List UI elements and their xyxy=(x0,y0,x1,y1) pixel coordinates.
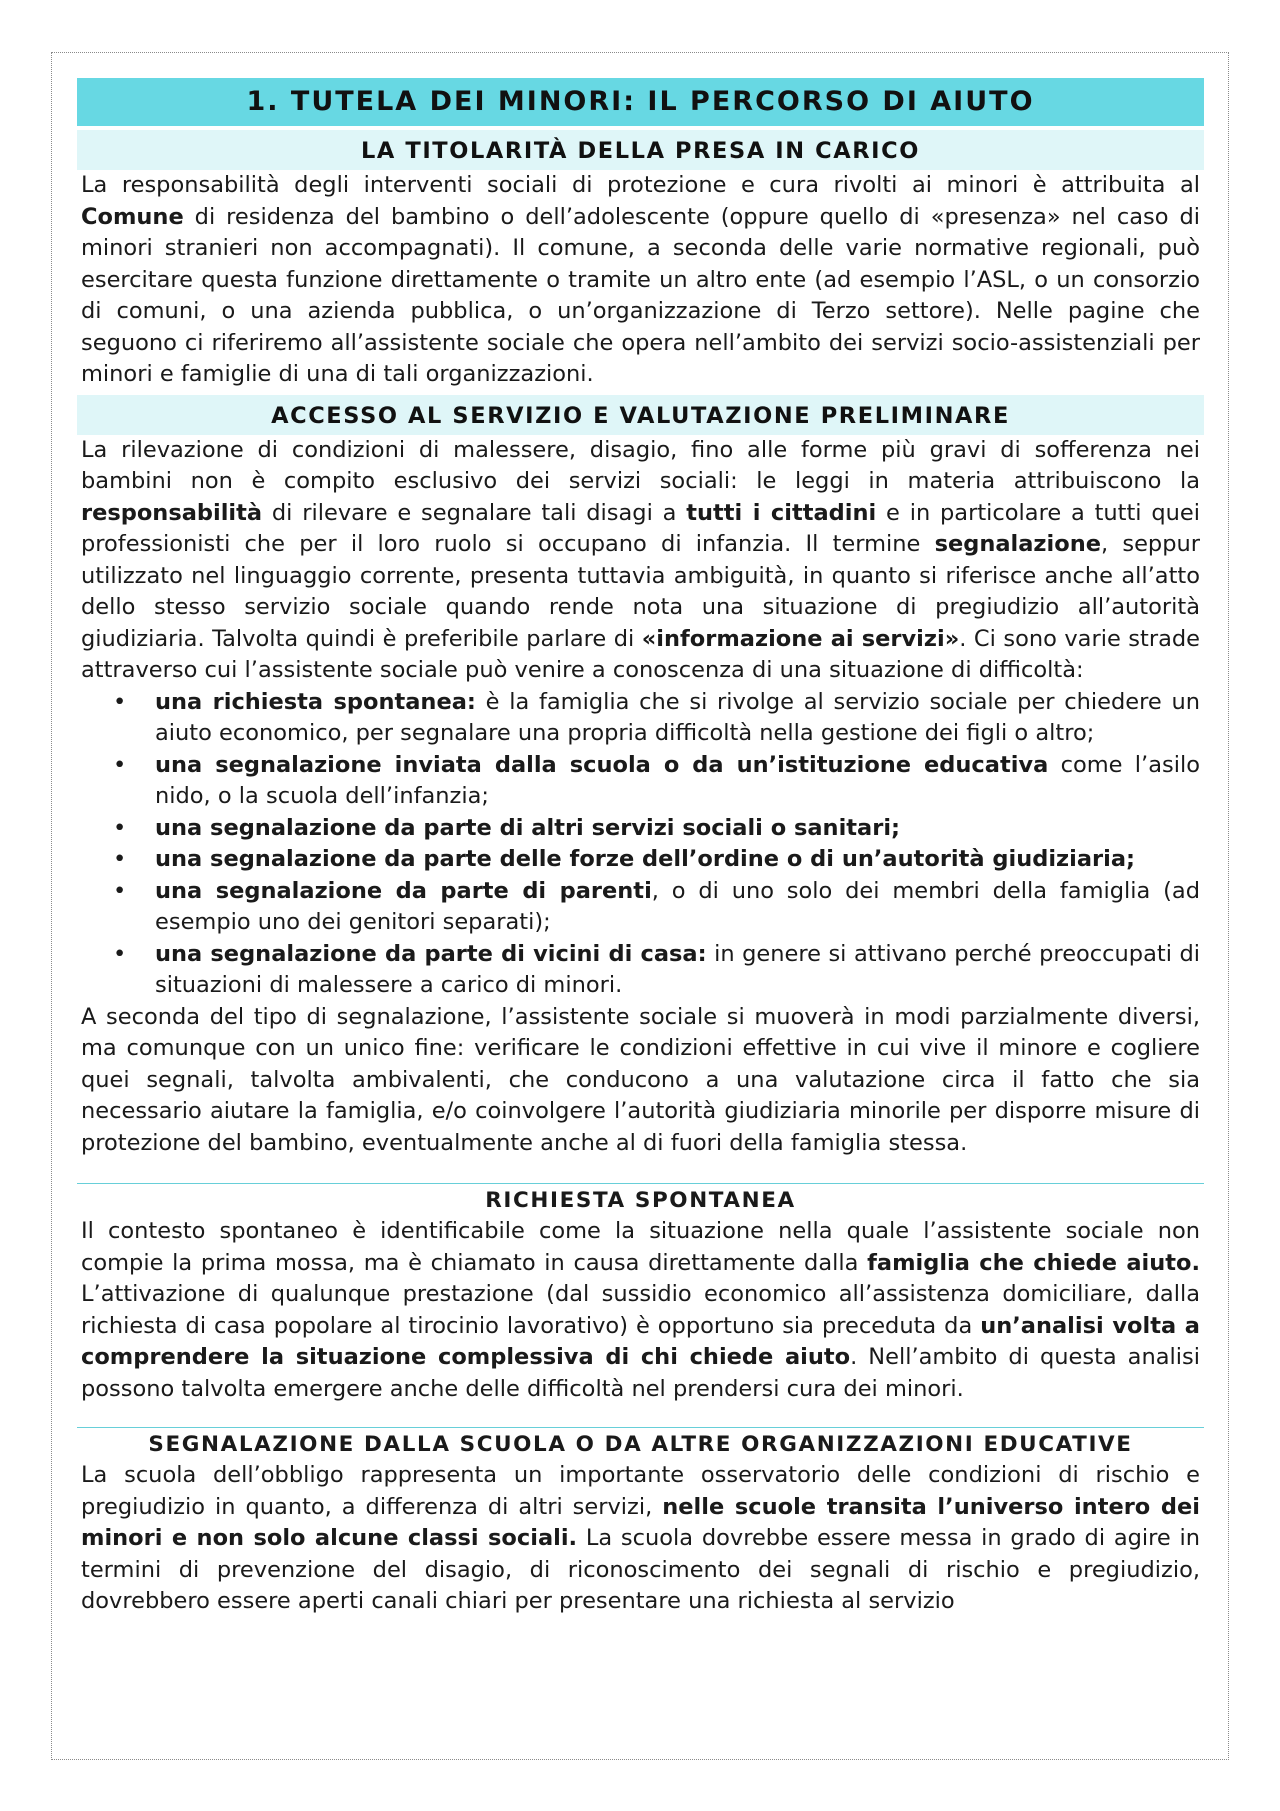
section-divider xyxy=(77,1183,1204,1184)
paragraph-titolarita: La responsabilità degli interventi sociali di protezione e cura rivolti ai minori è attribuita al Comune di residenza del bambino o dell’adolescente (oppure quello di «presenza» nel caso di minori stranieri non accompagnati). Il comune, a seconda delle varie normative regionali, può esercitare questa funzione direttamente o tramite un altro ente (ad esempio l’ASL, o un consorzio di comuni, o una azienda pubblica, o un’organizzazione di Terzo settore). Nelle pagine che seguono ci riferiremo all’assistente sociale che opera nell’ambito dei servizi socio-assistenziali per minori e famiglie di una di tali organizzazioni. xyxy=(81,172,1200,387)
bullet-icon: • xyxy=(113,877,127,904)
list-item: • una richiesta spontanea: è la famiglia che si rivolge al servizio sociale per chiedere un aiuto economico, per segnalare una propria difficoltà nella gestione dei figli o altro; xyxy=(113,688,1200,746)
page-title: 1. TUTELA DEI MINORI: IL PERCORSO DI AIUTO xyxy=(77,78,1204,126)
paragraph-seconda-del-tipo: A seconda del tipo di segnalazione, l’assistente sociale si muoverà in modi parzialmente diversi, ma comunque con un unico fine: verificare le condizioni effettive in cui vive il minore e cogliere quei segnali, talvolta ambivalenti, che conducono a una valutazione circa il fatto che sia necessario aiutare la famiglia, e/o coinvolgere l’autorità giudiziaria minorile per disporre misure di protezione del bambino, eventualmente anche al di fuori della famiglia stessa. xyxy=(81,1003,1200,1156)
bullet-icon: • xyxy=(113,688,127,715)
segnalazione-list xyxy=(77,687,1204,1002)
section-heading-accesso: ACCESSO AL SERVIZIO E VALUTAZIONE PRELIMINARE xyxy=(77,395,1204,435)
section-heading-titolarita: LA TITOLARITÀ DELLA PRESA IN CARICO xyxy=(77,130,1204,170)
bullet-icon: • xyxy=(113,814,127,841)
list-item: • una segnalazione da parte di parenti, o di uno solo dei membri della famiglia (ad esempio uno dei genitori separati); xyxy=(113,877,1200,935)
document-content xyxy=(77,78,1204,1618)
list-item: • una segnalazione da parte di altri servizi sociali o sanitari; xyxy=(77,813,1200,845)
list-item: • una segnalazione inviata dalla scuola o da un’istituzione educativa come l’asilo nido, o la scuola dell’infanzia; xyxy=(113,751,1200,809)
section-heading-segnalazione-scuola: SEGNALAZIONE DALLA SCUOLA O DA ALTRE ORGANIZZAZIONI EDUCATIVE xyxy=(148,1432,1133,1457)
section-heading-richiesta-spontanea: RICHIESTA SPONTANEA xyxy=(485,1188,796,1213)
bullet-icon: • xyxy=(113,846,127,872)
section-divider xyxy=(77,1427,1204,1428)
list-item: • una segnalazione da parte delle forze dell’ordine o di un’autorità giudiziaria; xyxy=(77,844,1200,876)
paragraph-accesso: La rilevazione di condizioni di malessere, disagio, fino alle forme più gravi di sofferenza nei bambini non è compito esclusivo dei servizi sociali: le leggi in materia attribuiscono la responsabilità di rilevare e segnalare tali disagi a tutti i cittadini e in particolare a tutti quei professionisti che per il loro ruolo si occupano di infanzia. Il termine segnalazione, seppur utilizzato nel linguaggio corrente, presenta tuttavia ambiguità, in quanto si riferisce anche all’atto dello stesso servizio sociale quando rende nota una situazione di pregiudizio all’autorità giudiziaria. Talvolta quindi è preferibile parlare di «informazione ai servizi». Ci sono varie strade attraverso cui l’assistente sociale può venire a conoscenza di una situazione di difficoltà: xyxy=(81,436,1201,683)
bullet-icon: • xyxy=(113,751,127,778)
paragraph-segnalazione-scuola: La scuola dell’obbligo rappresenta un importante osservatorio delle condizioni di rischio e pregiudizio in quanto, a differenza di altri servizi, nelle scuole transita l’universo intero dei minori e non solo alcune classi sociali. La scuola dovrebbe essere messa in grado di agire in termini di prevenzione del disagio, di riconoscimento dei segnali di rischio e pregiudizio, dovrebbero essere aperti canali chiari per presentare una richiesta al servizio xyxy=(81,1462,1200,1614)
bullet-icon: • xyxy=(113,940,127,967)
list-item: • una segnalazione da parte di vicini di casa: in genere si attivano perché preoccupati di situazioni di malessere a carico di minori. xyxy=(113,940,1200,998)
paragraph-richiesta-spontanea: Il contesto spontaneo è identificabile come la situazione nella quale l’assistente sociale non compie la prima mossa, ma è chiamato in causa direttamente dalla famiglia che chiede aiuto. L’attivazione di qualunque prestazione (dal sussidio economico all’assistenza domiciliare, dalla richiesta di casa popolare al tirocinio lavorativo) è opportuno sia preceduta da un’analisi volta a comprendere la situazione complessiva di chi chiede aiuto. Nell’ambito di questa analisi possono talvolta emergere anche delle difficoltà nel prendersi cura dei minori. xyxy=(81,1218,1201,1402)
